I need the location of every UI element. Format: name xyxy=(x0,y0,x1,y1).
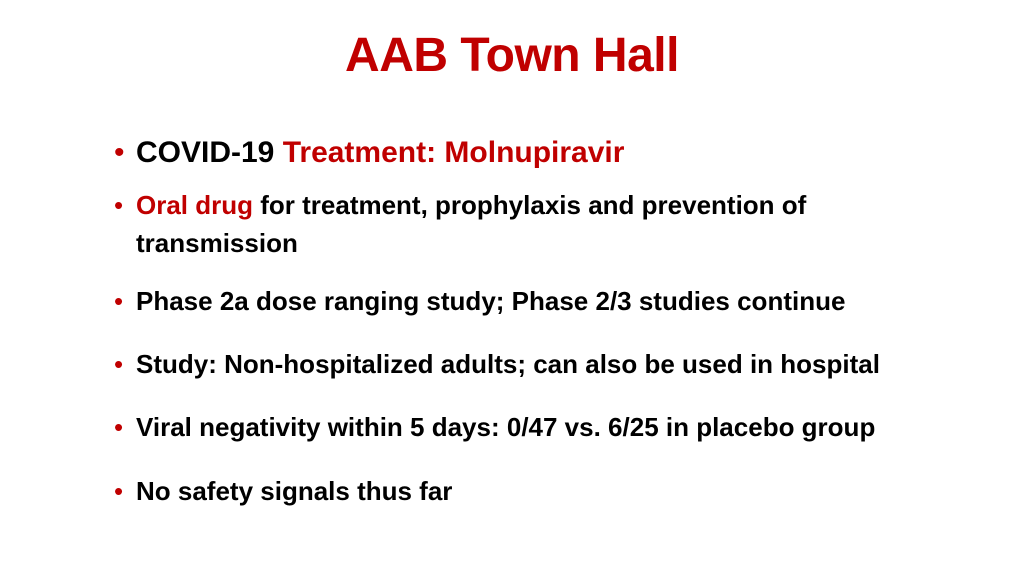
bullet-item-viral-negativity xyxy=(114,408,974,446)
bullet-icon: • xyxy=(114,349,124,379)
bullet-icon: • xyxy=(114,412,124,442)
bullet-highlight: Oral drug xyxy=(136,190,254,220)
bullet-item-safety xyxy=(114,472,974,510)
bullet-item-phase-studies xyxy=(114,282,974,320)
bullet-rest: for treatment, prophylaxis and prevention of transmission xyxy=(136,190,807,258)
bullet-text: Viral negativity within 5 days: 0/47 vs. 6/25 in placebo group xyxy=(136,412,876,442)
bullet-icon: • xyxy=(114,190,124,220)
bullet-text: Phase 2a dose ranging study; Phase 2/3 studies continue xyxy=(136,286,846,316)
bullet-text: No safety signals thus far xyxy=(136,476,453,506)
bullet-icon: • xyxy=(114,136,125,169)
bullet-item-oral-drug xyxy=(114,186,974,262)
bullet-icon: • xyxy=(114,476,124,506)
bullet-prefix: COVID-19 xyxy=(136,136,283,169)
slide-title: AAB Town Hall xyxy=(345,29,679,82)
bullet-text: Study: Non-hospitalized adults; can also be used in hospital xyxy=(136,349,880,379)
bullet-item-covid-treatment xyxy=(114,133,974,173)
bullet-highlight: Treatment: Molnupiravir xyxy=(282,136,625,169)
bullet-item-study-population xyxy=(114,345,974,383)
bullet-icon: • xyxy=(114,286,124,316)
